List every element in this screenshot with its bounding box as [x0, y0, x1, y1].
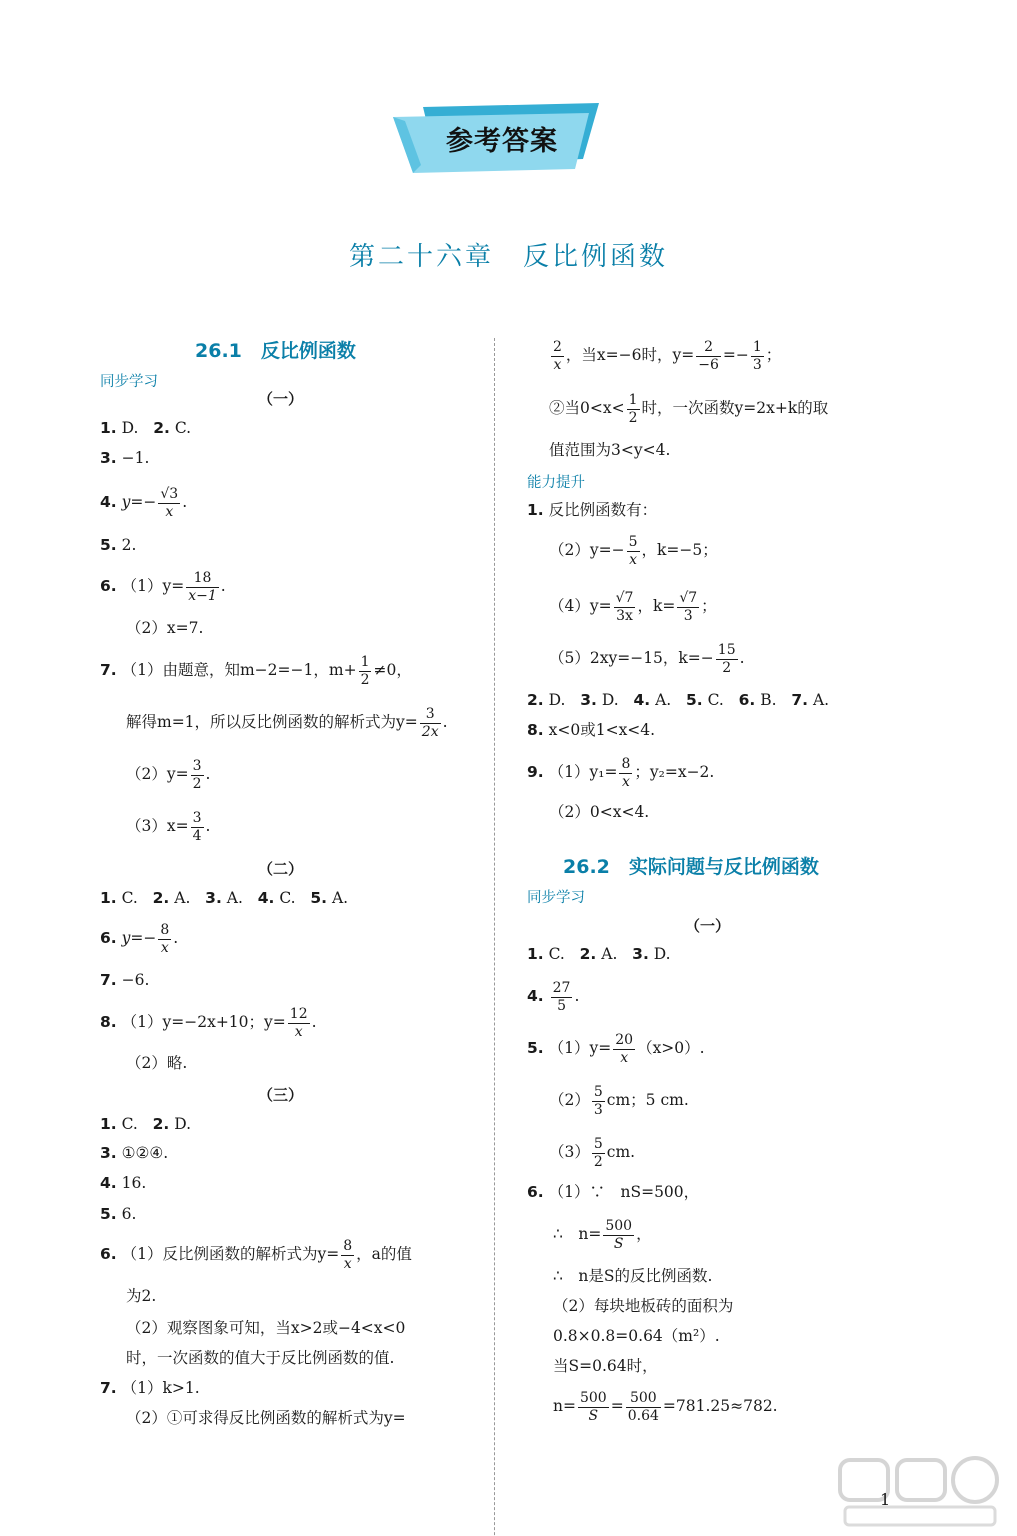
- answer-line: ∴ n是S的反比例函数.: [553, 1267, 713, 1285]
- answer-line: 5. 2.: [100, 536, 137, 554]
- column-divider: [494, 338, 495, 1536]
- answer-line: （3） $\frac{5}{2}$ cm.: [549, 1135, 636, 1170]
- part-heading-b1: （一）: [685, 917, 731, 935]
- sync-learning-label-2: 同步学习: [527, 890, 585, 906]
- answer-line: ∴ n= $\frac{500}{S}$ ，: [553, 1217, 652, 1252]
- ability-label: 能力提升: [527, 475, 585, 491]
- part-heading-2: （二）: [258, 860, 304, 878]
- banner-title: 参考答案: [446, 125, 558, 157]
- answer-line: 0.8×0.8=0.64（m²）.: [553, 1327, 720, 1345]
- answer-line: （2）y=− $\frac{5}{x}$ ，k=−5；: [549, 533, 718, 568]
- answer-line: 4. 16.: [100, 1174, 147, 1192]
- answer-line: （2）观察图象可知，当x>2或−4<x<0: [126, 1319, 406, 1337]
- answer-line: 3. ①②④.: [100, 1144, 169, 1162]
- page-number: 1: [880, 1490, 891, 1509]
- answer-line: 9. （1）y₁= $\frac{8}{x}$ ；y₂=x−2.: [527, 755, 715, 790]
- part-heading-3: （三）: [258, 1086, 304, 1104]
- section-title-26-1: 26.1 反比例函数: [195, 340, 356, 362]
- answer-line: （2） $\frac{5}{3}$ cm；5 cm.: [549, 1083, 689, 1118]
- answer-line: 8. （1）y=−2x+10；y= $\frac{12}{x}$ .: [100, 1005, 317, 1040]
- answer-line: （2）略.: [126, 1054, 188, 1072]
- answer-line: 7. （1）k>1.: [100, 1379, 200, 1397]
- answer-line: 6. y=− $\frac{8}{x}$ .: [100, 921, 179, 956]
- answer-banner: [393, 103, 599, 173]
- answer-line: （4）y= $\frac{√7}{3x}$ ，k= $\frac{√7}{3}$ ；: [549, 589, 717, 624]
- answer-line: 为2.: [126, 1287, 157, 1305]
- answer-line: 7. −6.: [100, 971, 150, 989]
- answer-line: 8. x<0或1<x<4.: [527, 721, 656, 739]
- answer-line: 1. D. 2. C.: [100, 419, 192, 437]
- sync-learning-label: 同步学习: [100, 374, 158, 390]
- answer-line: （2）y= $\frac{3}{2}$ .: [126, 757, 211, 792]
- answer-line: 6. （1）∵ nS=500，: [527, 1183, 700, 1201]
- answer-line: 2. D. 3. D. 4. A. 5. C. 6. B. 7. A.: [527, 691, 830, 709]
- answer-line: 1. C. 2. A. 3. D.: [527, 945, 671, 963]
- answer-line: （2）每块地板砖的面积为: [553, 1297, 734, 1315]
- answer-line: 7. （1）由题意，知m−2=−1，m+ $\frac{1}{2}$ ≠0，: [100, 653, 412, 688]
- answer-line: 1. C. 2. D.: [100, 1115, 192, 1133]
- answer-line: ②当0<x< $\frac{1}{2}$ 时，一次函数y=2x+k的取: [549, 391, 829, 426]
- answer-line: 6. （1）反比例函数的解析式为y= $\frac{8}{x}$ ，a的值: [100, 1237, 412, 1272]
- part-heading-1: （一）: [258, 390, 304, 408]
- answer-line: （2）x=7.: [126, 619, 204, 637]
- answer-line: 值范围为3<y<4.: [549, 441, 671, 459]
- answer-line: 1. C. 2. A. 3. A. 4. C. 5. A.: [100, 889, 349, 907]
- answer-line: 当S=0.64时，: [553, 1357, 658, 1375]
- watermark-logo-icon: [835, 1455, 1005, 1530]
- answer-line: n= $\frac{500}{S}$ = $\frac{500}{0.64}$ =781.25≈782.: [553, 1389, 778, 1424]
- answer-line: （2）①可求得反比例函数的解析式为y=: [126, 1409, 406, 1427]
- answer-line: 3. −1.: [100, 449, 150, 467]
- answer-line: 4. y=− $\frac{√3}{x}$ .: [100, 485, 188, 520]
- answer-line: （2）0<x<4.: [549, 803, 650, 821]
- answer-line: 5. 6.: [100, 1205, 137, 1223]
- answer-line: 时，一次函数的值大于反比例函数的值.: [126, 1349, 395, 1367]
- answer-line: 4. $\frac{27}{5}$ .: [527, 979, 580, 1014]
- answer-line: （5）2xy=−15，k=− $\frac{15}{2}$ .: [549, 641, 745, 676]
- answer-line: （3）x= $\frac{3}{4}$ .: [126, 809, 211, 844]
- section-title-26-2: 26.2 实际问题与反比例函数: [563, 856, 819, 878]
- answer-line: 6. （1）y= $\frac{18}{x-1}$ .: [100, 569, 226, 604]
- answer-line: $\frac{2}{x}$ ，当x=−6时，y= $\frac{2}{-6}$ =− $\frac{1}{3}$ ；: [553, 338, 782, 373]
- answer-line: 5. （1）y= $\frac{20}{x}$ （x>0）.: [527, 1031, 705, 1066]
- answer-line: 1. 反比例函数有：: [527, 501, 658, 519]
- answer-line: 解得m=1，所以反比例函数的解析式为y= $\frac{3}{2x}$ .: [126, 705, 448, 740]
- chapter-title: 第二十六章 反比例函数: [348, 242, 668, 272]
